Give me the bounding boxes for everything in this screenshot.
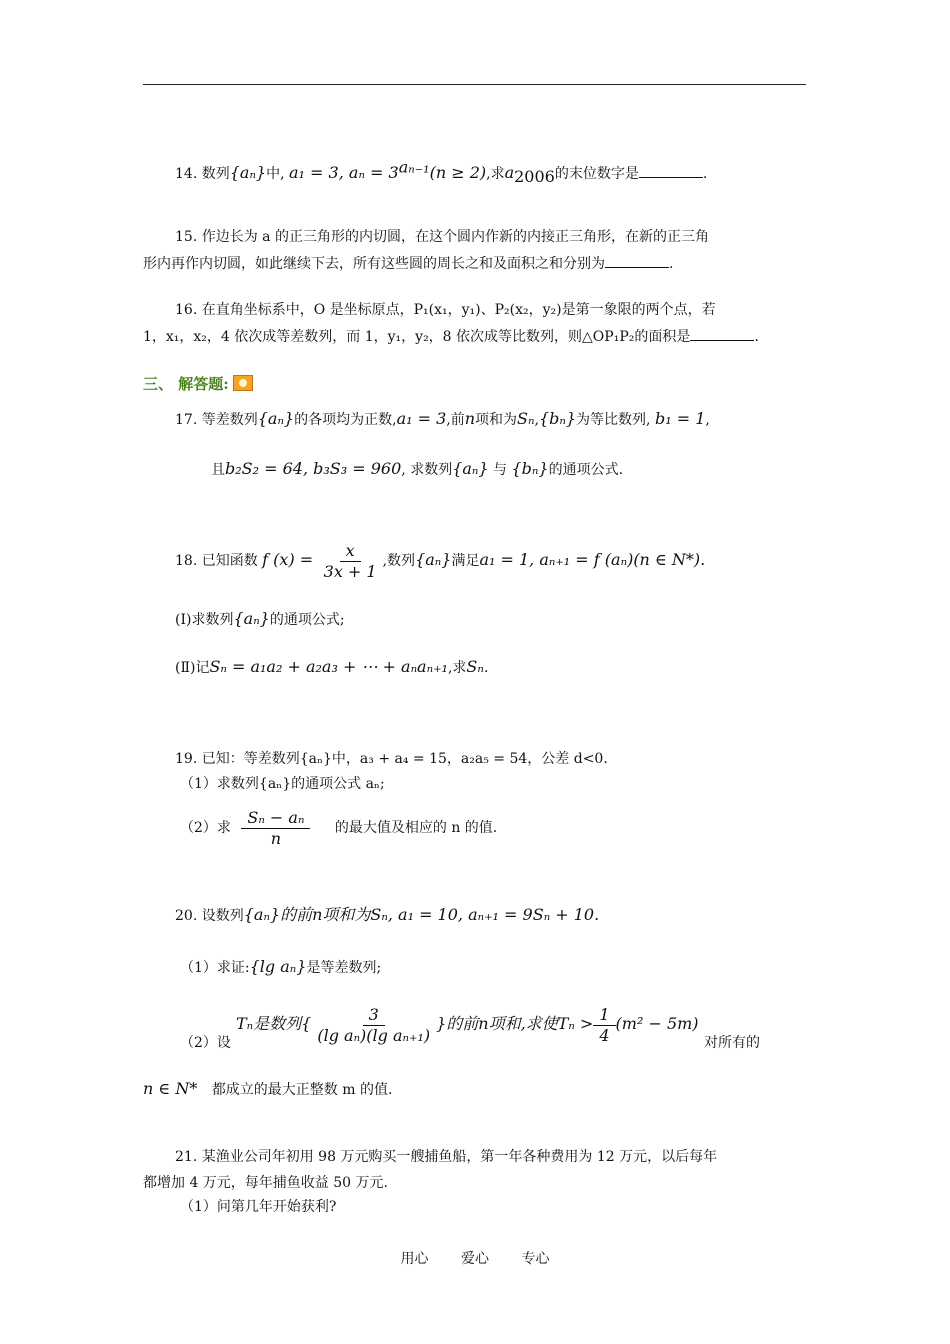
text: . (754, 329, 759, 345)
section-title-text: 三、 解答题: (143, 375, 229, 393)
text: (Ⅰ)求数列 (175, 612, 234, 628)
fraction-numerator: Sₙ − aₙ (241, 808, 310, 829)
problem-17-line-1 (175, 408, 838, 431)
math-exponent: aₙ₋₁ (398, 157, 430, 177)
text: , (534, 412, 539, 428)
header-rule (143, 84, 806, 85)
text: 为等比数列, (576, 412, 651, 428)
page-footer (0, 1248, 950, 1268)
fraction-denominator: n (270, 828, 282, 848)
text: 1，x₁，x₂，4 依次成等差数列，而 1，y₁，y₂，8 依次成等比数列，则△OP₁P₂的面积是 (143, 329, 691, 345)
text: (Ⅱ)记 (175, 660, 210, 676)
text: ,求 (447, 660, 467, 676)
section-title (143, 372, 253, 396)
fraction-numerator: x (340, 541, 361, 562)
math-fraction (318, 541, 383, 582)
problem-20-part-2 (180, 1004, 843, 1060)
problem-21-line-1: 21. 某渔业公司年初用 98 万元购买一艘捕鱼船，第一年各种费用为 12 万元，以后每年 (175, 1149, 718, 1165)
text: . (669, 256, 674, 272)
text: ,求 (486, 166, 505, 182)
problem-20-line-1 (175, 904, 838, 927)
problem-15-line-1: 15. 作边长为 a 的正三角形的内切圆，在这个圆内作新的内接正三角形，在新的正三角 (175, 229, 709, 245)
fraction-numerator: 1 (593, 1005, 615, 1026)
math-fraction (241, 808, 310, 849)
text: 已知函数 (201, 553, 258, 569)
text: 设数列 (201, 908, 244, 924)
fraction-denominator: 3x + 1 (323, 561, 377, 581)
math-seq: {lg aₙ} (249, 957, 307, 976)
math-function-lhs: f (x) = (262, 550, 314, 569)
math-seq: {aₙ} (452, 459, 489, 478)
math-subscript: 2006 (514, 166, 555, 186)
math-prefix: Tₙ是数列{ (236, 1014, 312, 1033)
problem-16-line-1: 16. 在直角坐标系中，O 是坐标原点，P₁(x₁，y₁)、P₂(x₂，y₂)是第一象限的两个点，若 (175, 302, 716, 318)
footer-text: 专心 (521, 1251, 550, 1267)
math-fraction (311, 1005, 436, 1046)
sun-icon (233, 375, 253, 391)
answer-blank (690, 328, 754, 341)
math-sn: Sₙ (466, 657, 484, 676)
math-seq: {bₙ} (511, 459, 549, 478)
math-sn: Sₙ (517, 409, 535, 428)
text: 项和为 (475, 412, 518, 428)
text: 是等差数列; (306, 960, 382, 976)
math-condition: a₁ = 3, aₙ = 3 (289, 163, 399, 182)
text: . (702, 166, 708, 182)
text: , 求数列 (401, 462, 453, 478)
math-b1: b₁ = 1 (654, 409, 706, 428)
math-sum-expression: Sₙ = a₁a₂ + a₂a₃ + ⋯ + aₙaₙ₊₁ (209, 657, 448, 676)
problem-18-line-1 (175, 540, 838, 580)
problem-19-part-1: （1）求数列{aₙ}的通项公式 aₙ; (180, 776, 385, 792)
problem-number: 14. (175, 166, 198, 182)
math-condition: a₁ = 1, aₙ₊₁ = f (aₙ)(n ∈ N*). (479, 550, 706, 569)
text: . (483, 660, 489, 676)
text: 的末位数字是 (554, 166, 639, 182)
math-condition: {aₙ}的前n项和为Sₙ, a₁ = 10, aₙ₊₁ = 9Sₙ + 10. (243, 905, 600, 924)
text: 的各项均为正数, (294, 412, 397, 428)
problem-18-part-2 (175, 656, 838, 679)
problem-number: 20. (175, 908, 198, 924)
math-target: a (504, 163, 515, 182)
text: （2）设 (180, 1035, 231, 1051)
math-end: (m² − 5m) (615, 1014, 699, 1033)
math-expression (236, 1004, 699, 1046)
fraction-denominator: 4 (599, 1025, 610, 1045)
math-seq: {aₙ} (415, 550, 452, 569)
text: 与 (493, 462, 508, 478)
problem-number: 18. (175, 553, 198, 569)
footer-text: 用心 (400, 1251, 429, 1267)
math-domain: n ∈ N* (143, 1079, 198, 1098)
problem-number: 17. (175, 412, 198, 428)
answer-blank (639, 165, 703, 178)
text: （2）求 (180, 820, 231, 836)
problem-18-part-1 (175, 608, 838, 631)
problem-20-part-2-line-2 (143, 1078, 806, 1101)
math-n: n (464, 409, 476, 428)
problem-21-part-1: （1）问第几年开始获利? (180, 1199, 337, 1215)
fraction-numerator: 3 (363, 1005, 385, 1026)
math-condition-tail: (n ≥ 2) (429, 163, 487, 182)
math-seq: {aₙ} (233, 609, 270, 628)
text: 的通项公式. (548, 462, 624, 478)
problem-16-line-2 (143, 326, 806, 348)
problem-17-line-2 (211, 458, 874, 481)
text: 都成立的最大正整数 m 的值. (211, 1082, 393, 1098)
text: ,数列 (382, 553, 416, 569)
problem-21-line-2: 都增加 4 万元，每年捕鱼收益 50 万元. (143, 1175, 388, 1191)
math-mid: }的前n项和,求使Tₙ > (436, 1014, 594, 1033)
problem-14 (175, 157, 838, 186)
problem-15-line-2 (143, 253, 806, 275)
math-seq: {aₙ} (257, 409, 295, 428)
problem-19-line-1: 19. 已知：等差数列{aₙ}中，a₃ + a₄ = 15，a₂a₅ = 54，公差 d<0. (175, 751, 608, 767)
footer-text: 爱心 (461, 1251, 489, 1267)
math-seq: {bₙ} (538, 409, 577, 428)
text: （1）求证: (180, 960, 250, 976)
math-seq: {aₙ} (229, 163, 267, 182)
text: 等差数列 (201, 412, 258, 428)
text: 满足 (451, 553, 480, 569)
text: 且 (211, 462, 225, 478)
text: 数列 (201, 166, 230, 182)
math-fraction (593, 1005, 615, 1046)
problem-19-part-2 (180, 804, 843, 852)
math-condition: b₂S₂ = 64, b₃S₃ = 960 (225, 459, 402, 478)
text: , (705, 412, 710, 428)
text: 的通项公式; (269, 612, 345, 628)
text: 形内再作内切圆，如此继续下去，所有这些圆的周长之和及面积之和分别为 (143, 256, 605, 272)
math-a1: a₁ = 3 (396, 409, 447, 428)
text: 的最大值及相应的 n 的值. (334, 820, 498, 836)
problem-20-part-1 (180, 956, 843, 979)
text: ,前 (446, 412, 465, 428)
answer-blank (605, 255, 669, 268)
text: 对所有的 (704, 1035, 760, 1051)
text: 中, (266, 166, 285, 182)
fraction-denominator: (lg aₙ)(lg aₙ₊₁) (317, 1025, 431, 1045)
